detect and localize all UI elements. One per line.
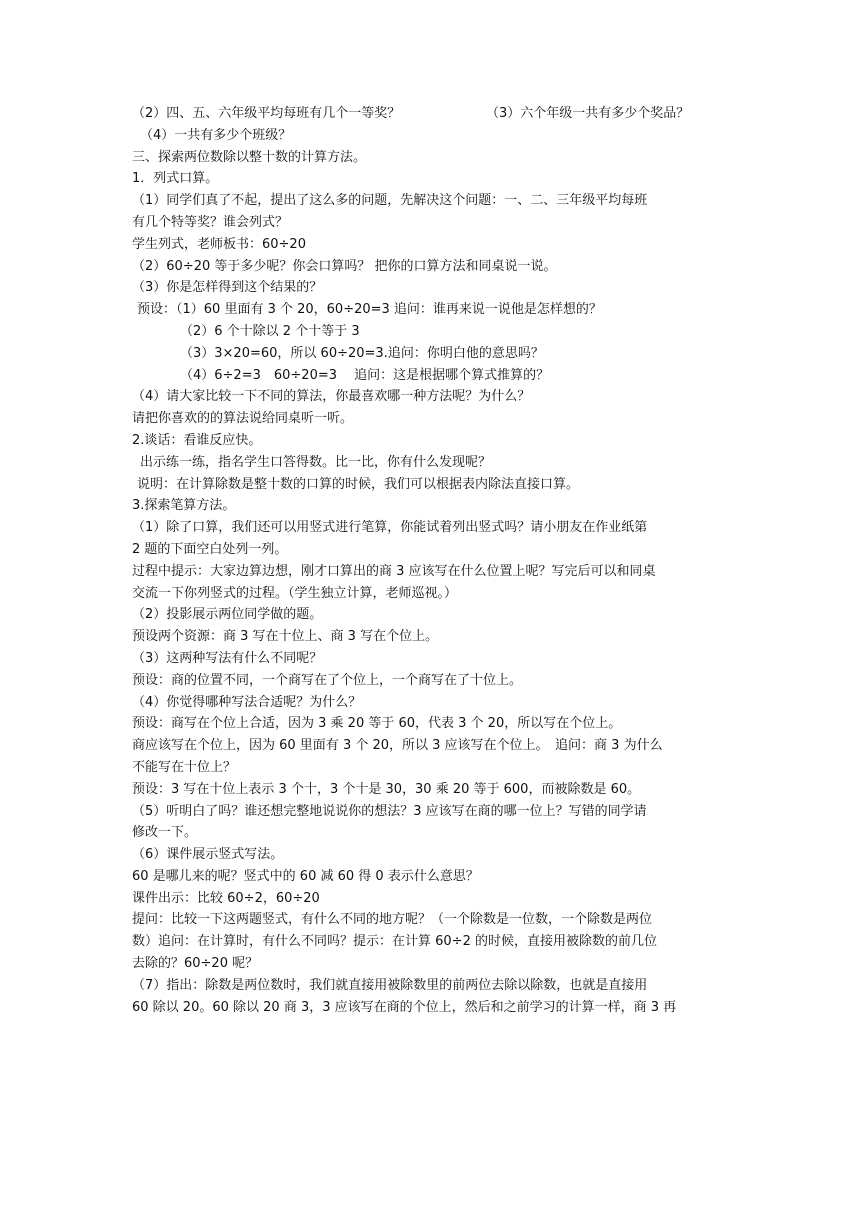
paragraph-line: 预设：商的位置不同，一个商写在了个位上，一个商写在了十位上。	[132, 672, 523, 688]
paragraph-line: （4）6÷2=3 60÷20=3 追问：这是根据哪个算式推算的？	[180, 367, 550, 383]
document-body	[132, 103, 732, 1018]
paragraph-line: （7）指出：除数是两位数时，我们就直接用被除数里的前两位去除以除数，也就是直接用	[132, 977, 648, 993]
paragraph-line: 提问：比较一下这两题竖式，有什么不同的地方呢？（一个除数是一位数，一个除数是两位	[132, 912, 653, 928]
paragraph-line: 学生列式，老师板书：60÷20	[132, 236, 306, 252]
paragraph-line: 过程中提示：大家边算边想，刚才口算出的商 3 应该写在什么位置上呢？写完后可以和同桌	[132, 563, 656, 579]
paragraph-line: 60 是哪儿来的呢？竖式中的 60 减 60 得 0 表示什么意思？	[132, 868, 479, 884]
paragraph-line: 2 题的下面空白处列一列。	[132, 541, 288, 557]
paragraph-line: 预设两个资源：商 3 写在十位上、商 3 写在个位上。	[132, 629, 439, 645]
paragraph-line: （4）你觉得哪种写法合适呢？为什么？	[132, 694, 362, 710]
paragraph-line: 有几个特等奖？谁会列式？	[132, 214, 289, 230]
paragraph-line: （4）请大家比较一下不同的算法，你最喜欢哪一种方法呢？为什么？	[132, 389, 531, 405]
section-heading: 三、探索两位数除以整十数的计算方法。	[132, 149, 367, 165]
paragraph-line: 课件出示：比较 60÷2，60÷20	[132, 890, 320, 906]
paragraph-line: 数）追问：在计算时，有什么不同吗？提示：在计算 60÷2 的时候，直接用被除数的前几位	[132, 934, 657, 950]
subheading: 3.探索笔算方法。	[132, 498, 236, 514]
paragraph-line: （2）6 个十除以 2 个十等于 3	[180, 323, 360, 339]
subheading: 2.谈话：看谁反应快。	[132, 432, 262, 448]
subheading: 1．列式口算。	[132, 171, 219, 187]
paragraph-line: 说明：在计算除数是整十数的口算的时候，我们可以根据表内除法直接口算。	[137, 476, 580, 492]
paragraph-line: （2）60÷20 等于多少呢？你会口算吗？ 把你的口算方法和同桌说一说。	[132, 258, 557, 274]
paragraph-line: 商应该写在个位上，因为 60 里面有 3 个 20，所以 3 应该写在个位上。 追问：商 3 为什么	[132, 738, 663, 754]
paragraph-line: 请把你喜欢的的算法说给同桌听一听。	[132, 411, 354, 427]
paragraph-line: 去除的？60÷20 呢？	[132, 956, 259, 972]
paragraph-line: （2）投影展示两位同学做的题。	[132, 607, 323, 623]
paragraph-line: 修改一下。	[132, 825, 198, 841]
paragraph-line: 预设：商写在个位上合适，因为 3 乘 20 等于 60，代表 3 个 20，所以写在个位上。	[132, 716, 622, 732]
question-row	[132, 103, 732, 125]
paragraph-line: （1）同学们真了不起，提出了这么多的问题，先解决这个问题：一、二、三年级平均每班	[132, 193, 648, 209]
paragraph-line: （5）听明白了吗？谁还想完整地说说你的想法？3 应该写在商的哪一位上？写错的同学请	[132, 803, 647, 819]
question-4: （4）一共有多少个班级？	[140, 127, 292, 143]
paragraph-line: 出示练一练，指名学生口答得数。比一比，你有什么发现呢？	[140, 454, 492, 470]
paragraph-line: 预设：3 写在十位上表示 3 个十，3 个十是 30，30 乘 20 等于 600，而被除数是 60。	[132, 781, 641, 797]
paragraph-line: 预设：（1）60 里面有 3 个 20，60÷20=3 追问：谁再来说一说他是怎样想的？	[137, 302, 602, 318]
paragraph-line: （6）课件展示竖式写法。	[132, 847, 284, 863]
question-2: （2）四、五、六年级平均每班有几个一等奖？	[132, 106, 401, 121]
subheading: 60 除以 20。60 除以 20 商 3，3 应该写在商的个位上，然后和之前学习的计算一样，商 3 再	[132, 999, 677, 1015]
paragraph-line: 不能写在十位上？	[132, 759, 237, 775]
paragraph-line: （1）除了口算，我们还可以用竖式进行笔算，你能试着列出竖式吗？请小朋友在作业纸第	[132, 520, 648, 536]
paragraph-line: （3）3×20=60，所以 60÷20=3.追问：你明白他的意思吗？	[180, 345, 544, 361]
paragraph-line: （3）你是怎样得到这个结果的？	[132, 280, 323, 296]
paragraph-line: （3）这两种写法有什么不同呢？	[132, 650, 323, 666]
paragraph-line: 交流一下你列竖式的过程。（学生独立计算，老师巡视。）	[132, 585, 458, 601]
question-3: （3）六个年级一共有多少个奖品？	[486, 106, 690, 121]
